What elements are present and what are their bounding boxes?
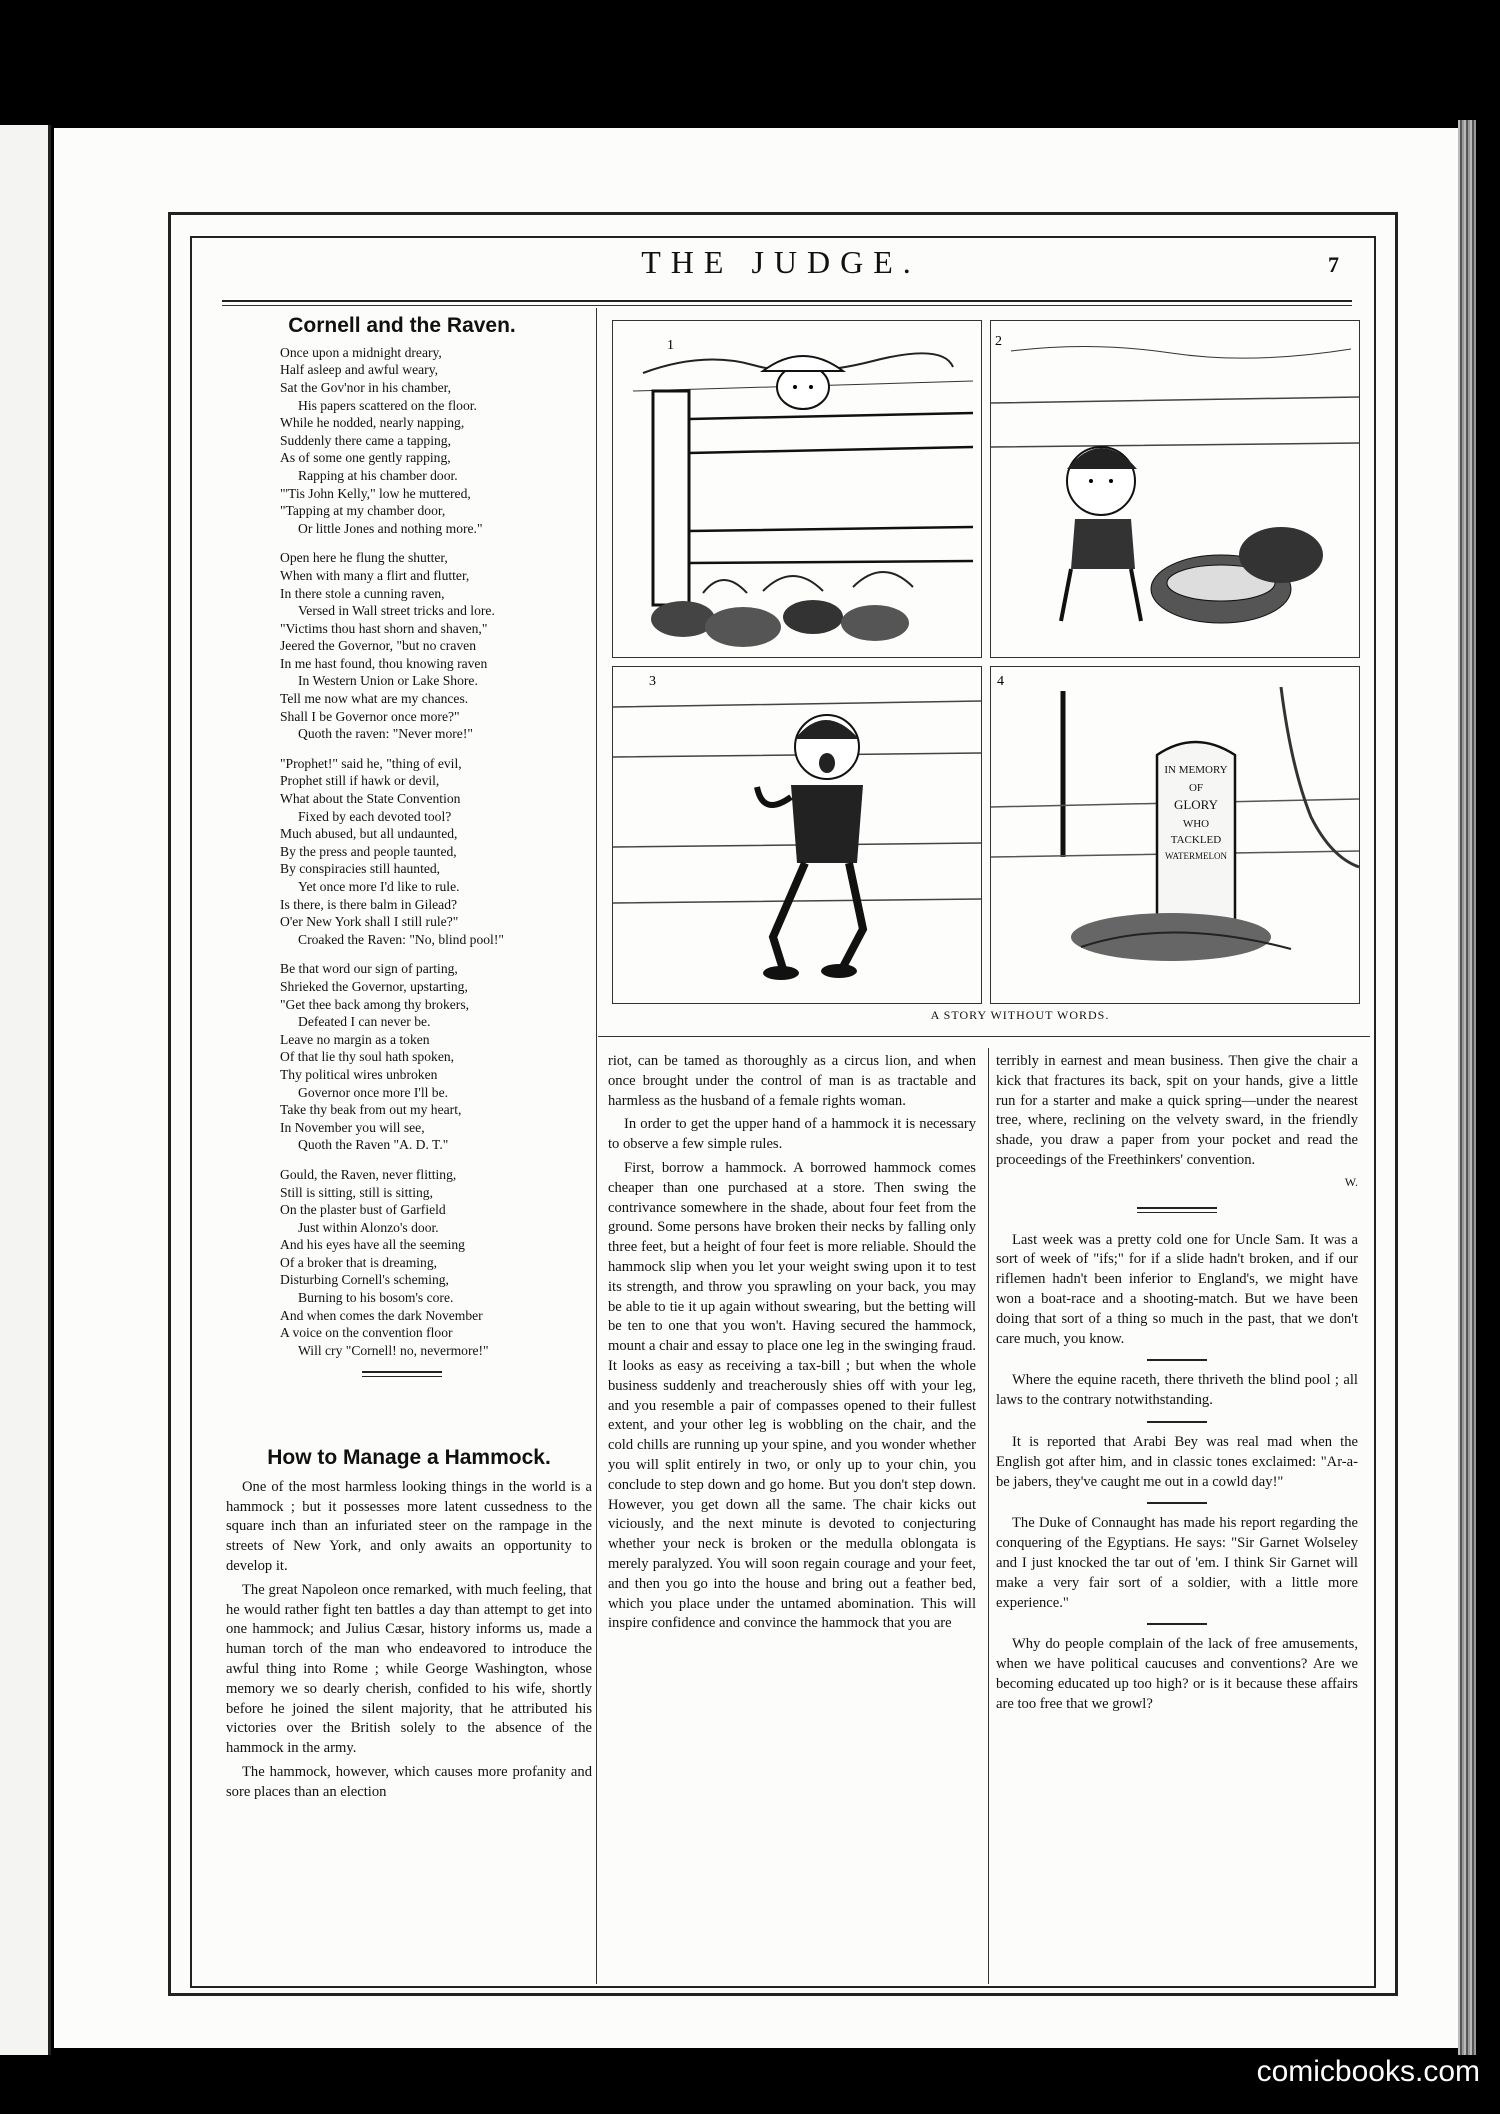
poem-line: Will cry "Cornell! no, nevermore!" bbox=[298, 1342, 489, 1358]
poem-line: Just within Alonzo's door. bbox=[298, 1219, 439, 1235]
poem-stanza bbox=[280, 344, 580, 538]
tombstone-line: TACKLED bbox=[1170, 834, 1222, 846]
poem-line: Croaked the Raven: "No, blind pool!" bbox=[298, 931, 504, 947]
poem-line: On the plaster bust of Garfield bbox=[280, 1202, 446, 1218]
poem-line: O'er New York shall I still rule?" bbox=[280, 914, 459, 930]
poem-line: Prophet still if hawk or devil, bbox=[280, 773, 440, 789]
hammock-title: How to Manage a Hammock. bbox=[267, 1446, 551, 1469]
hammock-paragraph: In order to get the upper hand of a hammock it is necessary to observe a few simple rules. bbox=[608, 1116, 976, 1153]
cartoon-panel-2 bbox=[990, 320, 1360, 658]
poem-line: Jeered the Governor, "but no craven bbox=[280, 638, 476, 654]
poem-line: Leave no margin as a token bbox=[280, 1031, 430, 1047]
poem-line: Gould, the Raven, never flitting, bbox=[280, 1166, 457, 1182]
poem-line: And when comes the dark November bbox=[280, 1307, 483, 1323]
poem-line: Rapping at his chamber door. bbox=[298, 467, 458, 483]
poem-stanza bbox=[280, 1166, 580, 1360]
poem-line: Fixed by each devoted tool? bbox=[298, 808, 452, 824]
poem-line: In there stole a cunning raven, bbox=[280, 585, 445, 601]
editorial-paragraph: Where the equine raceth, there thriveth the blind pool ; all laws to the contrary notwithstanding. bbox=[996, 1372, 1358, 1409]
hammock-paragraph: One of the most harmless looking things in the world is a hammock ; but it possesses more latent cussedness to the square inch than an infuriated steer on the rampage in the streets of New York, and only awaits an opportunity to develop it. bbox=[226, 1478, 592, 1574]
page-number: 7 bbox=[1328, 252, 1339, 277]
cartoon-bottom-rule bbox=[598, 1036, 1370, 1037]
hammock-paragraph: riot, can be tamed as thoroughly as a circus lion, and when once brought under the control of man is as tractable and harmless as the husband of a female rights woman. bbox=[608, 1053, 976, 1109]
masthead: THE JUDGE. bbox=[641, 244, 921, 280]
author-signature: W. bbox=[1344, 1174, 1358, 1189]
poem-line: Or little Jones and nothing more." bbox=[298, 520, 483, 536]
panel-number: 4 bbox=[997, 674, 1004, 689]
hammock-paragraph: terribly in earnest and mean business. Then give the chair a kick that fractures its back, spit on your hands, give a little run for a starter and make a quick spring—under the nearest tree, where, reclining on the velvety sward, in the friendly shade, you draw a paper from your pocket and read the proceedings of the Freethinkers' convention. bbox=[996, 1053, 1358, 1168]
paragraph-separator bbox=[1147, 1502, 1207, 1504]
right-column bbox=[996, 1052, 1358, 1719]
poem-line: And his eyes have all the seeming bbox=[280, 1237, 465, 1253]
editorial-paragraph: It is reported that Arabi Bey was real mad when the English got after him, and in classic tones exclaimed: "Ar-a-be jabers, they've caught me out in a cowld day!" bbox=[996, 1433, 1358, 1490]
hammock-column-2 bbox=[608, 1052, 976, 1638]
poem-line: Of a broker that is dreaming, bbox=[280, 1254, 438, 1270]
poem-line: Shall I be Governor once more?" bbox=[280, 708, 460, 724]
editorial-paragraph: Why do people complain of the lack of free amusements, when we have political caucuses and conventions? Are we becoming educated up too high? or is it because these affairs are too free that we growl? bbox=[996, 1636, 1358, 1712]
panel-number: 3 bbox=[649, 674, 656, 689]
poem-line: Open here he flung the shutter, bbox=[280, 550, 448, 566]
poem-line: Quoth the raven: "Never more!" bbox=[298, 726, 473, 742]
poem-stanza bbox=[280, 755, 580, 949]
editorial-paragraph: The Duke of Connaught has made his report regarding the conquering of the Egyptians. He says: "Sir Garnet Wolseley and I just knocked the tar out of 'em. I think Sir Garnet will make a very fair sort of a soldier, with a little more experience." bbox=[996, 1515, 1358, 1611]
page-stack-edge bbox=[1458, 120, 1476, 2055]
paragraph-separator bbox=[1147, 1421, 1207, 1423]
section-separator bbox=[362, 1371, 442, 1377]
paragraph-separator bbox=[1147, 1359, 1207, 1361]
poem-line: In me hast found, thou knowing raven bbox=[280, 655, 488, 671]
masthead-rule bbox=[222, 300, 1352, 302]
poem-line: "Prophet!" said he, "thing of evil, bbox=[280, 755, 462, 771]
poem-line: When with many a flirt and flutter, bbox=[280, 567, 470, 583]
paragraph-separator bbox=[1147, 1623, 1207, 1625]
poem-line: As of some one gently rapping, bbox=[280, 450, 451, 466]
tombstone-line: OF bbox=[1188, 782, 1204, 794]
poem-stanza bbox=[280, 549, 580, 743]
hammock-paragraph: The great Napoleon once remarked, with much feeling, that he would rather fight ten battles a day than attempt to get into one hammock; and Julius Cæsar, history informs us, made a human torch of the man who endeavored to introduce the awful thing into Rome ; while George Washington, whose memory we so dearly cherish, confided to his wife, shortly before he joined the silent majority, that he attributed his victories over the British solely to the absence of the hammock in the army. bbox=[226, 1581, 592, 1757]
site-watermark: comicbooks.com bbox=[1256, 2055, 1480, 2088]
hammock-paragraph: First, borrow a hammock. A borrowed hammock comes cheaper than one purchased at a store. Then swing the contrivance somewhere in the shade, about four feet from the ground. Some persons have broken their necks by falling only three feet, but a height of four feet is more reliable. Should the hammock slip when you let your weight swing upon it to test its strength, and throw you sprawling on your back, you may be able to tie it up again without swearing, but the betting will be ten to one that you won't. Having secured the hammock, mount a chair and essay to place one leg in the swinging fraud. It looks as easy as receiving a tax-bill ; but when the whole business suddenly and treacherously shies off with your leg, and you resemble a pair of compasses opened to their fullest extent, and your other leg is wobbling on the chair, and the cold chills are running up your spine, and you wonder whether you will split entirely in two, or only up to your chin, you conclude to step down and go home. But you don't step down. However, you get down all the same. The chair kicks out viciously, and the next minute is devoted to conjecturing whether your neck is broken or the medulla oblongata is merely paralyzed. You will soon regain courage and your feet, and then you go into the house and bring out a feather bed, which you place under the untamed abomination. This will inspire confidence and convince the hammock that you are bbox=[608, 1159, 976, 1632]
column-divider-2 bbox=[988, 1048, 989, 1984]
hammock-column-1 bbox=[226, 1448, 592, 1807]
poem-line: Still is sitting, still is sitting, bbox=[280, 1184, 433, 1200]
poem-line: Shrieked the Governor, upstarting, bbox=[280, 978, 468, 994]
poem-line: Of that lie thy soul hath spoken, bbox=[280, 1049, 455, 1065]
poem-line: Sat the Gov'nor in his chamber, bbox=[280, 379, 452, 395]
poem-line: "'Tis John Kelly," low he muttered, bbox=[280, 485, 471, 501]
section-separator bbox=[1137, 1207, 1217, 1213]
poem-line: In Western Union or Lake Shore. bbox=[298, 673, 478, 689]
poem-line: "Tapping at my chamber door, bbox=[280, 503, 446, 519]
poem-title: Cornell and the Raven. bbox=[288, 314, 516, 337]
masthead-rule-thin bbox=[222, 305, 1352, 306]
hammock-paragraph: The hammock, however, which causes more profanity and sore places than an election bbox=[226, 1763, 592, 1800]
poem-line: Suddenly there came a tapping, bbox=[280, 432, 451, 448]
editorial-paragraph: Last week was a pretty cold one for Uncle Sam. It was a sort of week of "ifs;" for if a slide hadn't broken, and if our riflemen hadn't been inferior to England's, we might have won a boat-race and a shooting-match. But we have been doing that sort of a thing so much in the past, that we don't care much, you know. bbox=[996, 1231, 1358, 1347]
poem-line: What about the State Convention bbox=[280, 791, 461, 807]
poem-line: "Victims thou hast shorn and shaven," bbox=[280, 620, 488, 636]
poem-line: By conspiracies still haunted, bbox=[280, 861, 441, 877]
adjacent-page-edge bbox=[0, 125, 51, 2055]
cartoon-panel-3 bbox=[612, 666, 982, 1004]
poem-line: Disturbing Cornell's scheming, bbox=[280, 1272, 449, 1288]
panel-number: 1 bbox=[667, 338, 674, 353]
poem-line: In November you will see, bbox=[280, 1119, 425, 1135]
poem-line: Be that word our sign of parting, bbox=[280, 961, 458, 977]
poem-line: Quoth the Raven "A. D. T." bbox=[298, 1137, 449, 1153]
poem-line: His papers scattered on the floor. bbox=[298, 397, 477, 413]
poem-line: Yet once more I'd like to rule. bbox=[298, 879, 460, 895]
poem-line: Burning to his bosom's core. bbox=[298, 1290, 454, 1306]
poem-line: Versed in Wall street tricks and lore. bbox=[298, 603, 495, 619]
cartoon-caption: A STORY WITHOUT WORDS. bbox=[930, 1008, 1110, 1022]
poem-line: By the press and people taunted, bbox=[280, 843, 457, 859]
poem-line: Defeated I can never be. bbox=[298, 1014, 431, 1030]
cartoon-panel-1 bbox=[612, 320, 982, 658]
tombstone-line: WHO bbox=[1182, 818, 1210, 830]
poem-line: "Get thee back among thy brokers, bbox=[280, 996, 470, 1012]
cartoon-panel-4 bbox=[990, 666, 1360, 1004]
panel-number: 2 bbox=[995, 334, 1002, 349]
poem-line: Once upon a midnight dreary, bbox=[280, 344, 442, 360]
tombstone-line: GLORY bbox=[1173, 797, 1219, 812]
poem-line: Half asleep and awful weary, bbox=[280, 362, 439, 378]
tombstone-line: IN MEMORY bbox=[1164, 764, 1228, 776]
column-divider-1 bbox=[596, 308, 597, 1984]
poem-stanza bbox=[280, 960, 580, 1154]
poem-line: Is there, is there balm in Gilead? bbox=[280, 896, 458, 912]
poem-column bbox=[224, 316, 580, 1387]
poem-line: Much abused, but all undaunted, bbox=[280, 826, 458, 842]
poem-line: A voice on the convention floor bbox=[280, 1325, 453, 1341]
poem-line: Take thy beak from out my heart, bbox=[280, 1102, 462, 1118]
poem-line: Thy political wires unbroken bbox=[280, 1066, 438, 1082]
tombstone-line: WATERMELON bbox=[1165, 851, 1227, 861]
poem-body bbox=[224, 344, 580, 1360]
poem-line: Governor once more I'll be. bbox=[298, 1084, 449, 1100]
poem-line: While he nodded, nearly napping, bbox=[280, 415, 465, 431]
poem-line: Tell me now what are my chances. bbox=[280, 691, 469, 707]
